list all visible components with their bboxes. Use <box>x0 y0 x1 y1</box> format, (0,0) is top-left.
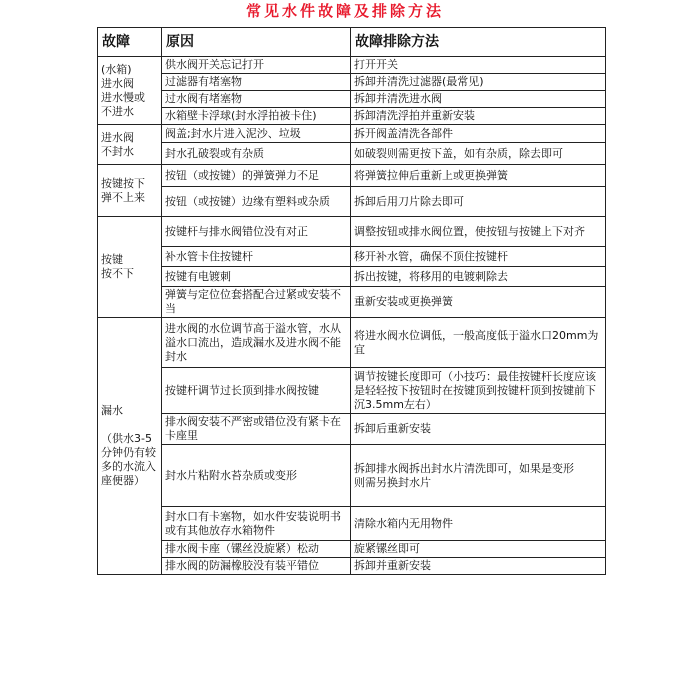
header-fix: 故障排除方法 <box>351 28 606 57</box>
table-row <box>98 414 606 445</box>
table-row <box>98 558 606 575</box>
table-row <box>98 507 606 541</box>
fix-cell: 重新安装或更换弹簧 <box>351 287 606 318</box>
table-row <box>98 267 606 287</box>
cause-cell: 排水阀卡座（镙丝没旋紧）松动 <box>162 541 351 558</box>
page-title: 常见水件故障及排除方法 <box>245 2 444 20</box>
fix-cell: 拆卸排水阀拆出封水片清洗即可，如果是变形 则需另换封水片 <box>351 445 606 507</box>
table-row <box>98 187 606 217</box>
fault-cell: 按键 按不下 <box>98 217 162 318</box>
cause-cell: 阀盖;封水片进入泥沙、垃圾 <box>162 125 351 143</box>
cause-cell: 补水管卡住按键杆 <box>162 247 351 267</box>
cause-cell: 按钮（或按键）的弹簧弹力不足 <box>162 165 351 187</box>
fault-cell: 按键按下 弹不上来 <box>98 165 162 217</box>
fix-cell: 拆开阀盖清洗各部件 <box>351 125 606 143</box>
table-row <box>98 143 606 165</box>
fix-cell: 将弹簧拉伸后重新上或更换弹簧 <box>351 165 606 187</box>
fault-cell: (水箱) 进水阀 进水慢或 不进水 <box>98 57 162 125</box>
table-row <box>98 247 606 267</box>
cause-cell: 按键有电镀刺 <box>162 267 351 287</box>
cause-cell: 水箱壁卡浮球(封水浮拍被卡住) <box>162 108 351 125</box>
fault-cell: 漏水 （供水3-5分钟仍有较多的水流入座便器） <box>98 318 162 575</box>
cause-cell: 封水片粘附水苔杂质或变形 <box>162 445 351 507</box>
table-row <box>98 91 606 108</box>
cause-cell: 过滤器有堵塞物 <box>162 74 351 91</box>
cause-cell: 供水阀开关忘记打开 <box>162 57 351 74</box>
cause-cell: 按键杆调节过长顶到排水阀按键 <box>162 368 351 414</box>
table-row <box>98 165 606 187</box>
table-header-row <box>98 28 606 57</box>
fault-table <box>97 27 606 575</box>
cause-cell: 排水阀安装不严密或错位没有紧卡在卡座里 <box>162 414 351 445</box>
fix-cell: 打开开关 <box>351 57 606 74</box>
table-row <box>98 217 606 247</box>
cause-cell: 进水阀的水位调节高于溢水管，水从溢水口流出，造成漏水及进水阀不能封水 <box>162 318 351 368</box>
fix-cell: 旋紧镙丝即可 <box>351 541 606 558</box>
cause-cell: 过水阀有堵塞物 <box>162 91 351 108</box>
fix-cell: 调节按键长度即可（小技巧：最佳按键杆长度应该是轻轻按下按钮时在按键顶到按键杆顶到按键前下沉3.5mm左右） <box>351 368 606 414</box>
cause-cell: 排水阀的防漏橡胶没有装平错位 <box>162 558 351 575</box>
fix-cell: 将进水阀水位调低，一般高度低于溢水口20mm为宜 <box>351 318 606 368</box>
table-row <box>98 125 606 143</box>
fix-cell: 调整按钮或排水阀位置，使按钮与按键上下对齐 <box>351 217 606 247</box>
table-row <box>98 318 606 368</box>
table-row <box>98 74 606 91</box>
header-cause: 原因 <box>162 28 351 57</box>
table-row <box>98 445 606 507</box>
fault-cell: 进水阀 不封水 <box>98 125 162 165</box>
table-row <box>98 287 606 318</box>
fix-cell: 拆卸后重新安装 <box>351 414 606 445</box>
fix-cell: 拆卸清洗浮拍并重新安装 <box>351 108 606 125</box>
cause-cell: 按钮（或按键）边缘有塑料或杂质 <box>162 187 351 217</box>
cause-cell: 封水口有卡塞物，如水件安装说明书或有其他放存水箱物件 <box>162 507 351 541</box>
fix-cell: 拆卸并重新安装 <box>351 558 606 575</box>
fix-cell: 拆卸并清洗进水阀 <box>351 91 606 108</box>
table-row <box>98 108 606 125</box>
table-row <box>98 541 606 558</box>
header-fault: 故障 <box>98 28 162 57</box>
table-row <box>98 57 606 74</box>
cause-cell: 按键杆与排水阀错位没有对正 <box>162 217 351 247</box>
fix-cell: 移开补水管，确保不顶住按键杆 <box>351 247 606 267</box>
fix-cell: 拆卸后用刀片除去即可 <box>351 187 606 217</box>
fix-cell: 拆卸并清洗过滤器(最常见) <box>351 74 606 91</box>
table-row <box>98 368 606 414</box>
cause-cell: 封水孔破裂或有杂质 <box>162 143 351 165</box>
fix-cell: 清除水箱内无用物件 <box>351 507 606 541</box>
cause-cell: 弹簧与定位位套搭配合过紧或安装不当 <box>162 287 351 318</box>
fix-cell: 拆出按键，将移用的电镀刺除去 <box>351 267 606 287</box>
fix-cell: 如破裂则需更按下盖，如有杂质，除去即可 <box>351 143 606 165</box>
